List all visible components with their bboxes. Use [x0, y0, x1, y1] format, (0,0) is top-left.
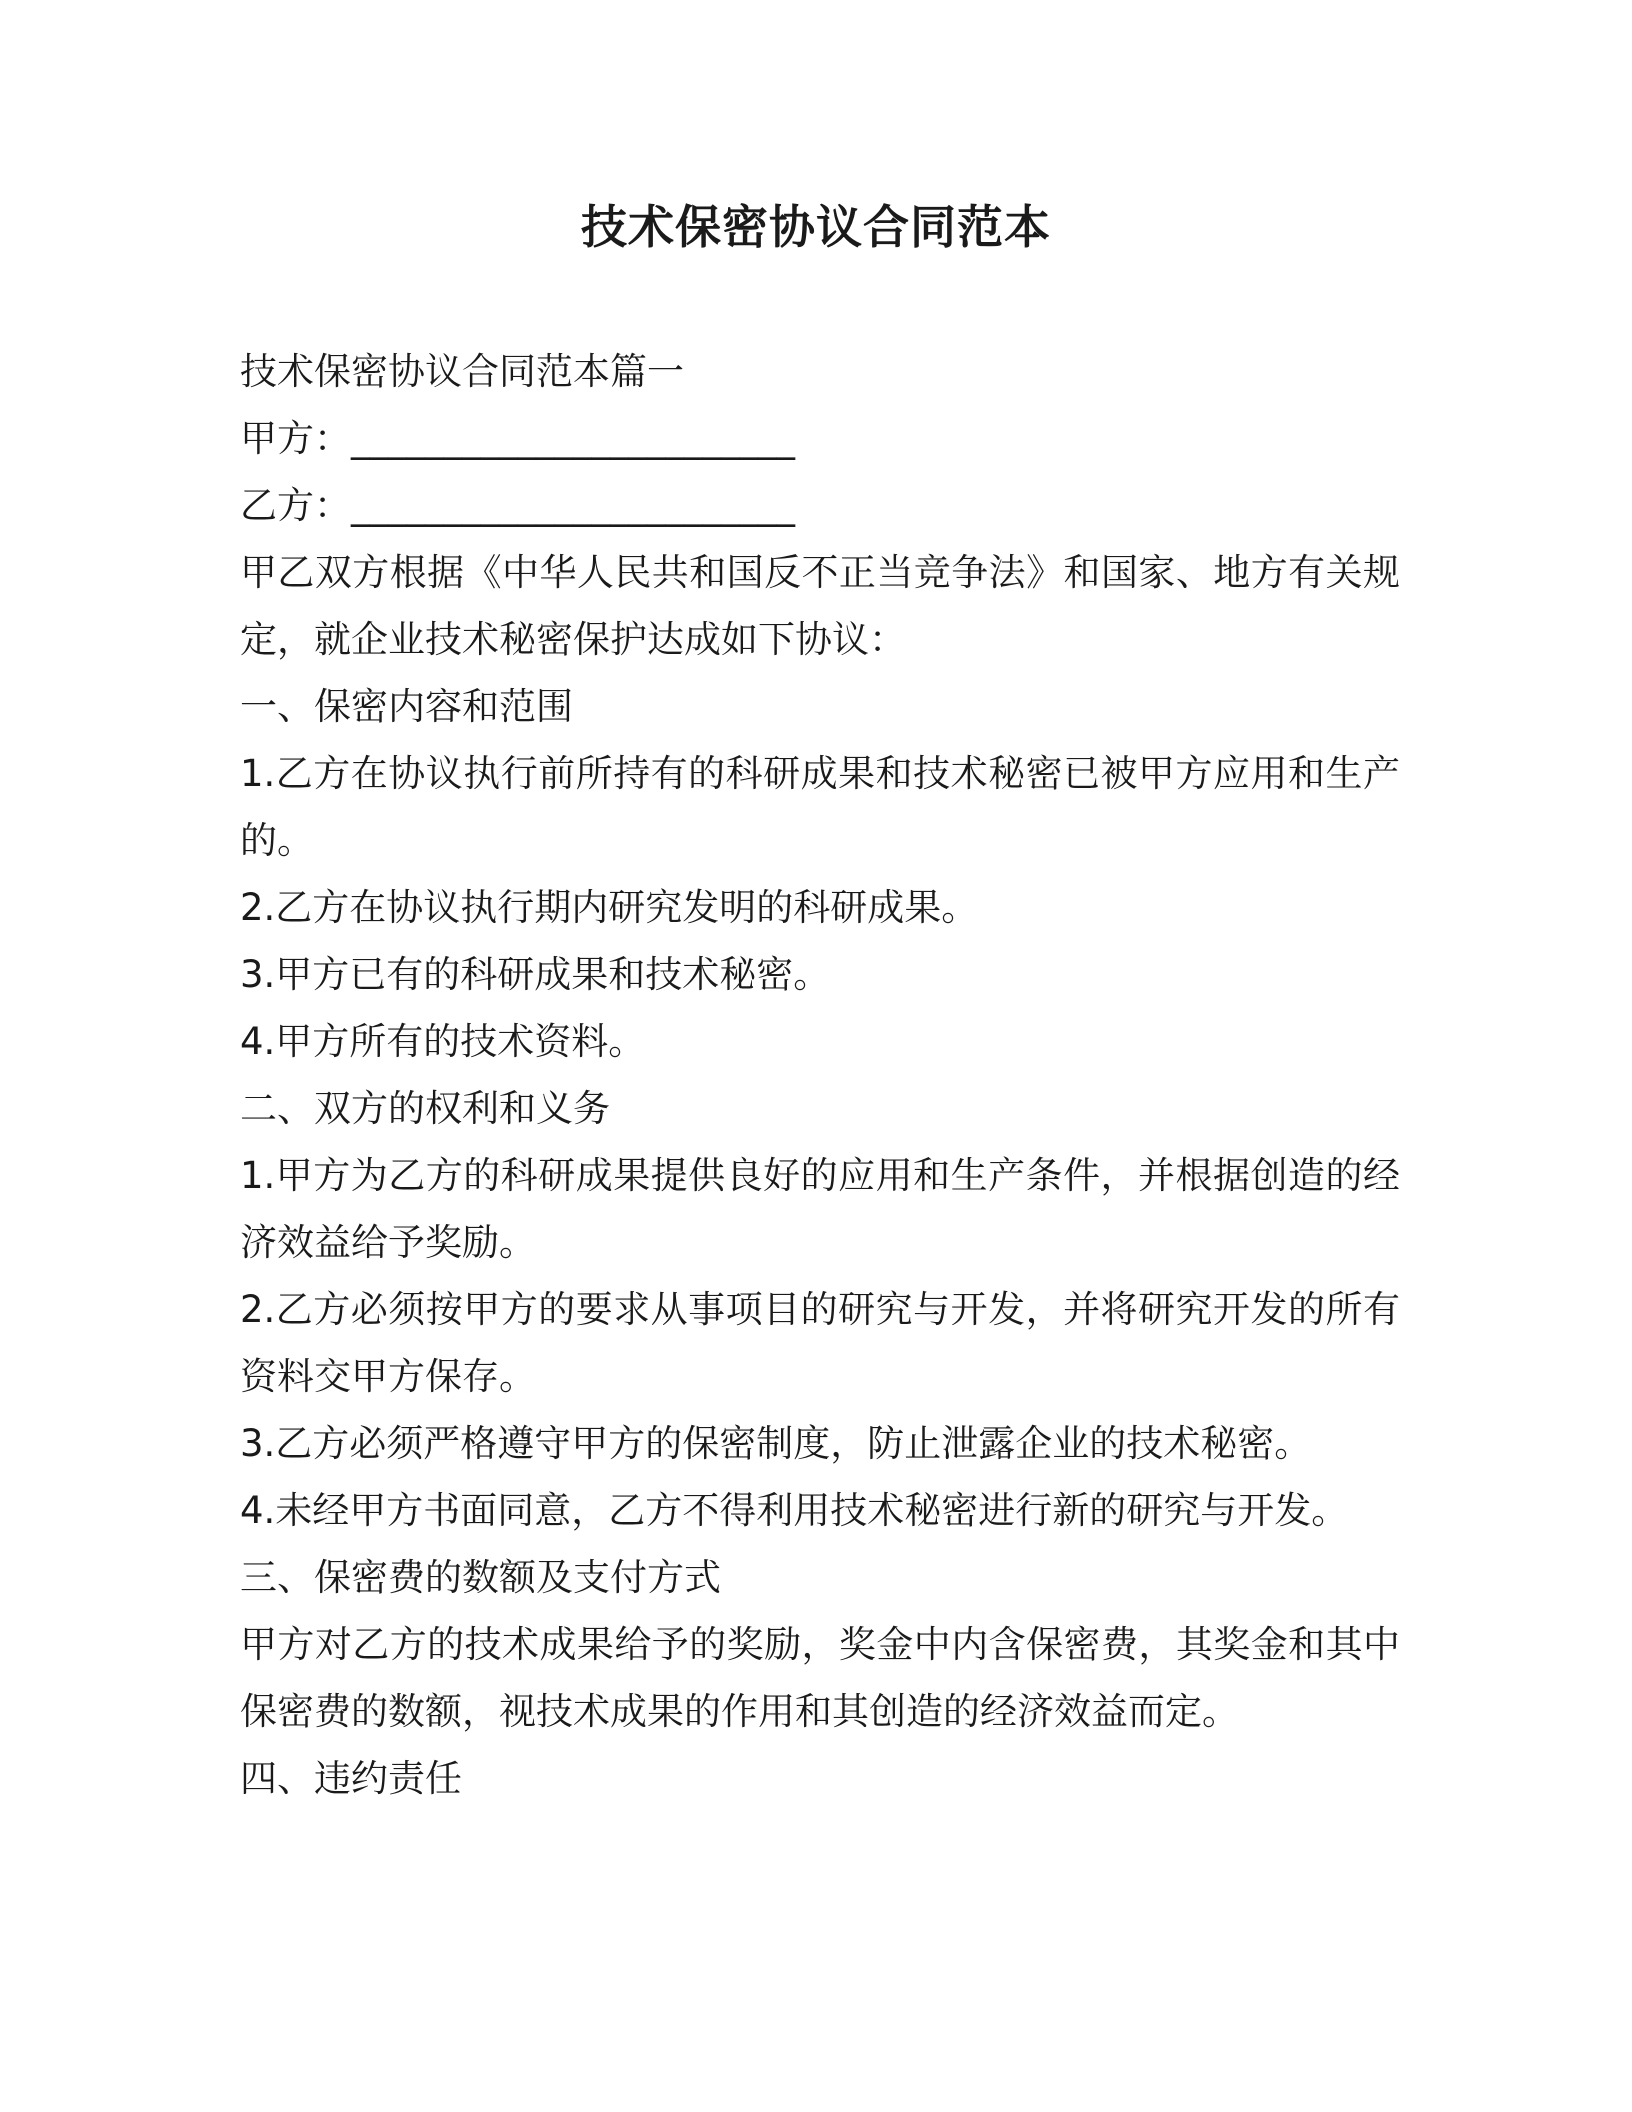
- section-heading: 一、保密内容和范围: [240, 685, 573, 728]
- clause-paragraph: 甲方对乙方的技术成果给予的奖励，奖金中内含保密费，其奖金和其中保密费的数额，视技术成果的作用和其创造的经济效益而定。: [240, 1623, 1400, 1733]
- clause-paragraph: 2.乙方必须按甲方的要求从事项目的研究与开发，并将研究开发的所有资料交甲方保存。: [240, 1288, 1400, 1398]
- clause-paragraph: 3.乙方必须严格遵守甲方的保密制度，防止泄露企业的技术秘密。: [240, 1422, 1312, 1465]
- section-heading: 二、双方的权利和义务: [240, 1087, 610, 1130]
- party-a-line: 甲方：________________________: [240, 417, 795, 460]
- clause-paragraph: 3.甲方已有的科研成果和技术秘密。: [240, 953, 831, 996]
- section-heading: 三、保密费的数额及支付方式: [240, 1556, 721, 1599]
- clause-paragraph: 1.甲方为乙方的科研成果提供良好的应用和生产条件，并根据创造的经济效益给予奖励。: [240, 1154, 1400, 1264]
- clause-paragraph: 4.未经甲方书面同意，乙方不得利用技术秘密进行新的研究与开发。: [240, 1489, 1349, 1532]
- section-heading: 四、违约责任: [240, 1757, 462, 1800]
- party-b-line: 乙方：________________________: [240, 484, 795, 527]
- document-title: 技术保密协议合同范本: [581, 200, 1051, 254]
- preamble-paragraph: 甲乙双方根据《中华人民共和国反不正当竞争法》和国家、地方有关规定，就企业技术秘密保护达成如下协议：: [240, 551, 1400, 661]
- clause-paragraph: 1.乙方在协议执行前所持有的科研成果和技术秘密已被甲方应用和生产的。: [240, 752, 1400, 862]
- subtitle-paragraph: 技术保密协议合同范本篇一: [240, 350, 684, 393]
- clause-paragraph: 4.甲方所有的技术资料。: [240, 1020, 646, 1063]
- clause-paragraph: 2.乙方在协议执行期内研究发明的科研成果。: [240, 886, 979, 929]
- document-body: [240, 338, 1400, 1812]
